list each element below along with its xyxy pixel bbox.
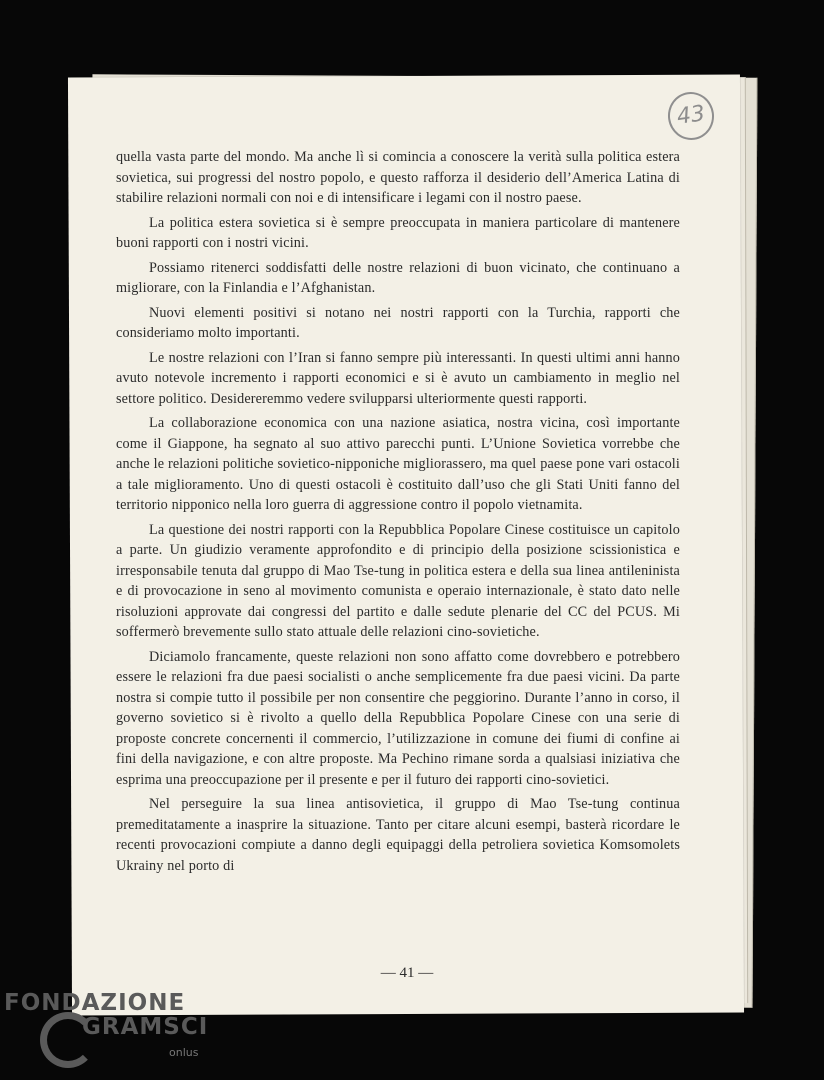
watermark-logo bbox=[4, 990, 209, 1076]
page-folio: — 41 — bbox=[380, 965, 434, 981]
paragraph: La questione dei nostri rapporti con la Repubblica Popolare Cinese costituisce un capitolo a parte. Un giudizio veramente approfondito e di principio della posizione scissionistica e irresponsabile tenuta dal gruppo di Mao Tse-tung in politica estera e della sua linea antileninista e di provocazione in seno al movimento comunista e operaio internazionale, è stato dato nelle risoluzioni approvate dai congressi del partito e dalle sedute plenarie del CC del PCUS. Mi soffermerò brevemente sullo stato attuale delle relazioni cino-sovietiche. bbox=[116, 521, 680, 640]
paragraph: La politica estera sovietica si è sempre preoccupata in maniera particolare di mantenere buoni rapporti con i nostri vicini. bbox=[116, 214, 680, 251]
handwritten-page-number: 43 bbox=[665, 89, 717, 143]
paragraph: Nel perseguire la sua linea antisovietica, il gruppo di Mao Tse-tung continua premeditatamente a inasprire la situazione. Tanto per citare alcuni esempi, basterà ricordare le recenti provocazioni compiute a danno degli equipaggi della petroliera sovietica Komsomolets Ukrainy nel porto di bbox=[116, 796, 680, 874]
body-text bbox=[116, 147, 680, 876]
paragraph: Possiamo ritenerci soddisfatti delle nostre relazioni di buon vicinato, che continuano a migliorare, con la Finlandia e l’Afghanistan. bbox=[116, 259, 680, 296]
paragraph: Nuovi elementi positivi si notano nei nostri rapporti con la Turchia, rapporti che consideriamo molto importanti. bbox=[116, 304, 680, 341]
paragraph: La collaborazione economica con una nazione asiatica, nostra vicina, così importante come il Giappone, ha segnato al suo attivo parecchi punti. L’Unione Sovietica vorrebbe che anche le relazioni politiche sovietico-nipponiche migliorassero, ma quel paese pone vari ostacoli a tale miglioramento. Uno di questi ostacoli è costituito dall’uso che gli Stati Uniti fanno del territorio nipponico nella loro guerra di aggressione contro il popolo vietnamita. bbox=[116, 415, 680, 513]
paragraph: quella vasta parte del mondo. Ma anche lì si comincia a conoscere la verità sulla politica estera sovietica, sui progressi del nostro popolo, e questo rafforza il desiderio dell’America Latina di stabilire relazioni normali con noi e di intensificare i legami con il nostro paese. bbox=[116, 149, 680, 206]
watermark-line1: FONDAZIONE bbox=[4, 990, 186, 1016]
watermark-line3: onlus bbox=[169, 1046, 199, 1059]
paragraph: Le nostre relazioni con l’Iran si fanno sempre più interessanti. In questi ultimi anni hanno avuto notevole incremento i rapporti economici e si è avuto un cambiamento in meglio nel settore politico. Desidereremmo vedere svilupparsi ulteriormente questi rapporti. bbox=[116, 349, 680, 407]
watermark-line2: GRAMSCI bbox=[82, 1014, 209, 1040]
paragraph: Diciamolo francamente, queste relazioni non sono affatto come dovrebbero e potrebbero essere le relazioni fra due paesi socialisti o anche semplicemente fra due paesi vicini. Da parte nostra si compie tutto il possibile per non consentire che peggiorino. Durante l’anno in corso, il governo sovietico si è rivolto a quello della Repubblica Popolare Cinese con una serie di proposte concrete concernenti il commercio, l’utilizzazione in comune dei fiumi di confine ai fini della navigazione, e con altre proposte. Ma Pechino rimane sorda a qualsiasi iniziativa che esprima una preoccupazione per il presente e per il futuro dei rapporti cino-sovietici. bbox=[116, 648, 680, 788]
